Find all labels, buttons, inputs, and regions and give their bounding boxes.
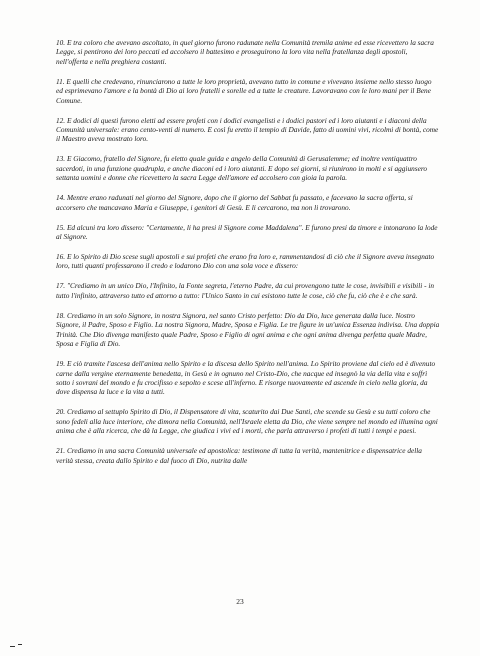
scan-mark bbox=[10, 644, 24, 648]
paragraph-verse-14: 14. Mentre erano radunati nel giorno del Signore, dopo che il giorno del Sabbat fu passato, e facevano la sacra offerta, si accorsero che mancavano Maria e Giuseppe, i genitori di Gesù. E li cercarono, ma non li trovarono. bbox=[56, 193, 413, 212]
paragraph-verse-19: 19. E ciò tramite l'ascesa dell'anima nello Spirito e la discesa dello Spirito nell'anima. Lo Spirito proviene dal cielo ed è divenuto carne dalla vergine eternamente benedetta, in Gesù e in ognuno nel Cristo-Dio, che nacque ed insegnò la via della vita e soffrì sotto i sovrani del mondo e fu crocifisso e sepolto e scese all'inferno. E risorge nuovamente ed ascende in cielo nella gloria, da dove dispensa la luce e la vita a tutti. bbox=[56, 359, 436, 397]
body-text bbox=[56, 38, 440, 476]
paragraph-verse-11: 11. E quelli che credevano, rinunciarono a tutte le loro proprietà, avevano tutto in comune e vivevano insieme nello stesso luogo ed esprimevano l'amore e la bontà di Dio ai loro fratelli e sorelle ed a tutte le creature. Lavoravano con le loro mani per il Bene Comune. bbox=[56, 76, 432, 105]
paragraph-verse-12: 12. E dodici di questi furono eletti ad essere profeti con i dodici evangelisti e i dodici pastori ed i loro aiutanti e i diaconi della Comunità universale: erano cento-venti di numero. E così fu eretto il tempio di Davide, fatto di uomini vivi, ricolmi di bontà, come il Maestro aveva mostrato loro. bbox=[56, 115, 439, 144]
paragraph-verse-20: 20. Crediamo al settuplo Spirito di Dio, il Dispensatore di vita, scaturito dai Due Santi, che scende su Gesù e su tutti coloro che sono fedeli alla luce interiore, che dimora nella Comunità, nell'Israele eletta da Dio, che viene sempre nel mondo ed illumina ogni anima che è alla ricerca, che dà la Legge, che giudica i vivi ed i morti, che parla attraverso i profeti di tutti i tempi e paesi. bbox=[56, 407, 438, 436]
paragraph-verse-21: 21. Crediamo in una sacra Comunità universale ed apostolica: testimone di tutta la verità, mantenitrice e dispensatrice della verità stessa, creata dallo Spirito e dal fuoco di Dio, nutrita dalle bbox=[56, 446, 422, 465]
page-number: 23 bbox=[236, 597, 244, 606]
paragraph-verse-18: 18. Crediamo in un solo Signore, in nostra Signora, nel santo Cristo perfetto: Dio da Dio, luce generata dalla luce. Nostro Signore, il Padre, Sposo e Figlio. La nostra Signora, Madre, Sposa e Figlia. Le tre figure in un'unica Essenza indivisa. Una doppia Trinità. Che Dio divenga manifesto quale Padre, Sposo e Figlio di ogni anima e che ogni anima divenga perfetta quale Madre, Sposa e Figlia di Dio. bbox=[56, 310, 440, 349]
paragraph-verse-15: 15. Ed alcuni tra loro dissero: "Certamente, li ha presi il Signore come Maddalena". E furono presi da timore e intonarono la lode al Signore. bbox=[56, 222, 438, 242]
paragraph-verse-13: 13. E Giacomo, fratello del Signore, fu eletto quale guida e angelo della Comunità di Gerusalemme; ed inoltre ventiquattro sacerdoti, in una funzione quadrupla, e anche diaconi ed i loro aiutanti. E dopo sei giorni, si riunirono in molti e si aggiunsero settanta uomini e donne che ricevettero la sacra Legge dell'amore ed accolsero con gioia la parola. bbox=[56, 154, 428, 183]
paragraph-verse-10: 10. E tra coloro che avevano ascoltato, in quel giorno furono radunate nella Comunità tremila anime ed esse ricevettero la sacra Legge, si pentirono dei loro peccati ed accolsero il battesimo e proseguirono la loro vita nella fratellanza degli apostoli, nell'offerta e nella preghiera costanti. bbox=[56, 38, 434, 66]
paragraph-verse-17: 17. "Crediamo in un unico Dio, l'Infinito, la Fonte segreta, l'eterno Padre, da cui provengono tutte le cose, invisibili e visibili - in tutto l'infinito, attraverso tutto ed attorno a tutto: l'Unico Santo in cui esistono tutte le cose, ciò che fu, ciò che è e che sarà. bbox=[56, 281, 434, 300]
paragraph-verse-16: 16. E lo Spirito di Dio scese sugli apostoli e sui profeti che erano fra loro e, rammentandosi di ciò che il Signore aveva insegnato loro, tutti quanti professarono il credo e lodarono Dio con una sola voce e dissero: bbox=[56, 252, 435, 271]
